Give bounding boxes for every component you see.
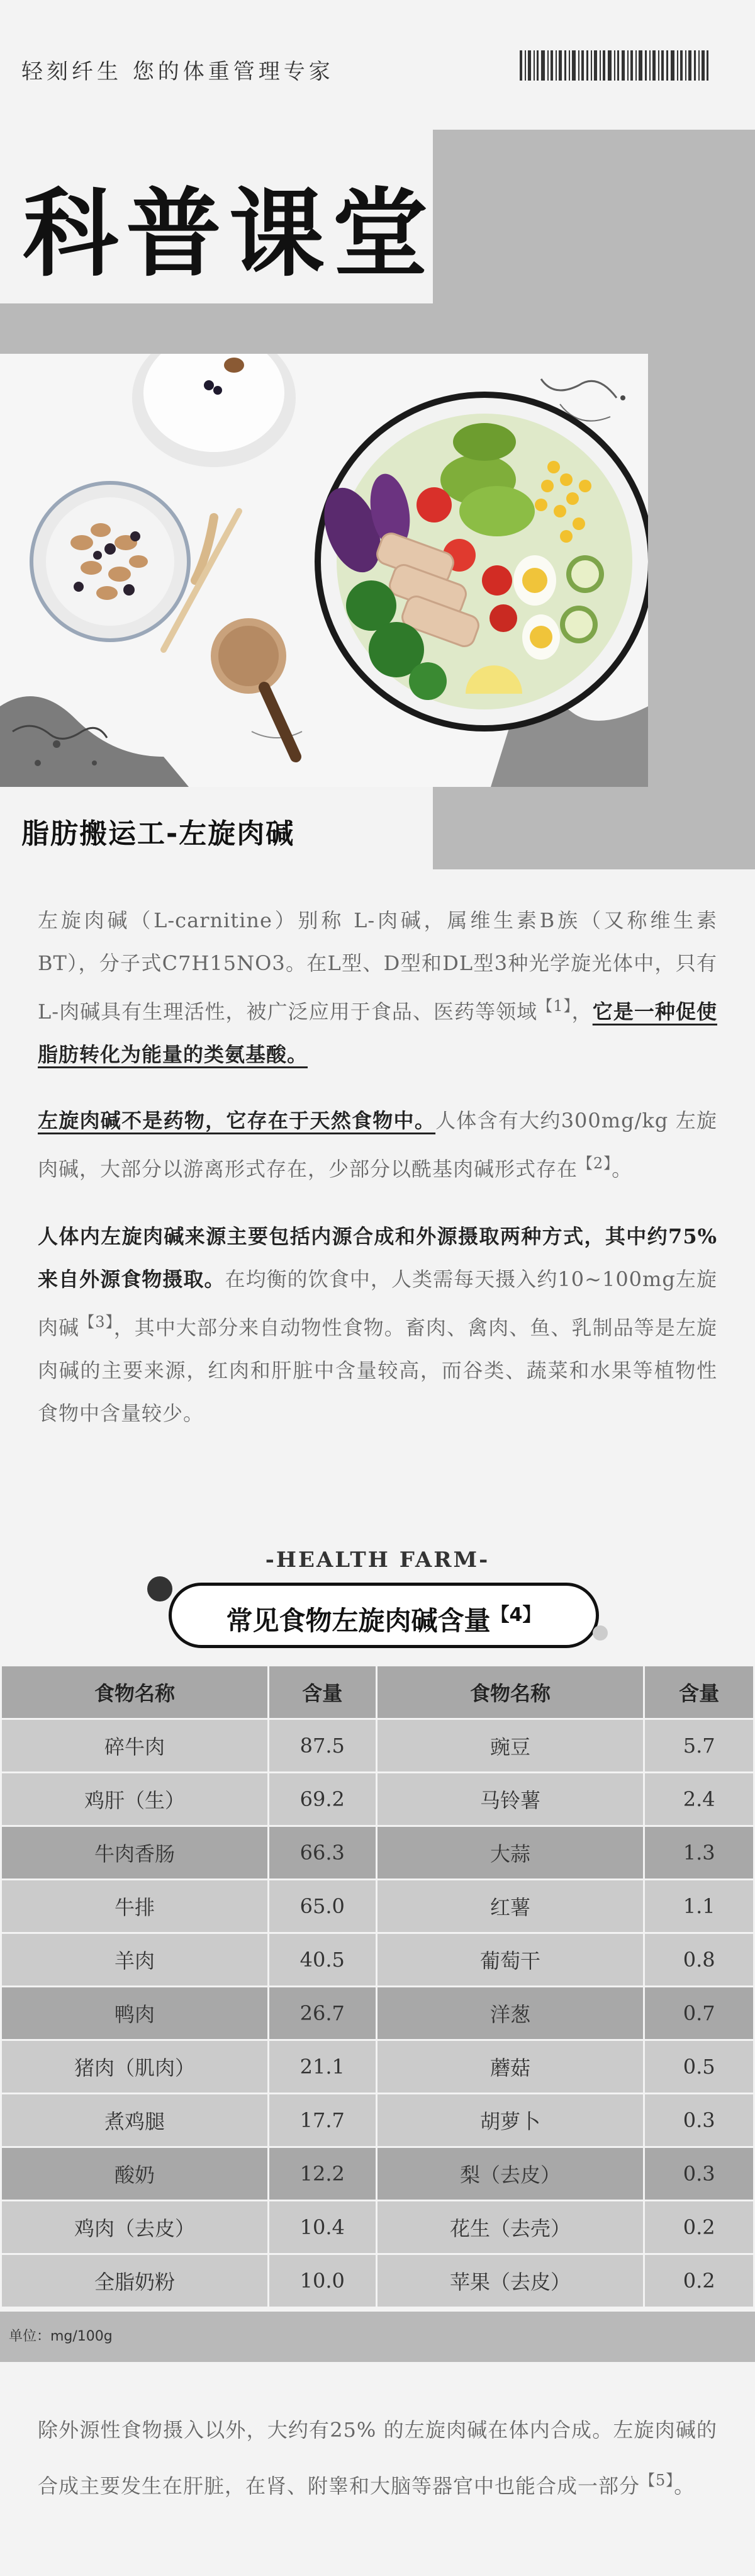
food-amount: 0.3 bbox=[644, 2147, 754, 2201]
paragraph-text: 在均衡的饮食中，人类需每天摄入约10~100mg左旋肉碱 bbox=[38, 1267, 717, 1340]
paragraph-source bbox=[38, 1099, 717, 1190]
column-header: 食物名称 bbox=[376, 1666, 644, 1719]
paragraph-text: 除外源性食物摄入以外，大约有25% 的左旋肉碱在体内合成。左旋肉碱的合成主要发生在肝脏，在肾、附睾和大脑等器官中也能合成一部分 bbox=[38, 2418, 717, 2498]
food-amount: 5.7 bbox=[644, 1719, 754, 1773]
emphasis-text: 左旋肉碱不是药物，它存在于天然食物中。 bbox=[38, 1109, 436, 1133]
food-name: 豌豆 bbox=[376, 1719, 644, 1773]
table-title-text: 常见食物左旋肉碱含量 bbox=[226, 1605, 491, 1636]
health-farm-label: -HEALTH FARM- bbox=[265, 1547, 490, 1573]
food-amount: 26.7 bbox=[268, 1987, 376, 2040]
food-name: 大蒜 bbox=[376, 1826, 644, 1880]
column-header: 含量 bbox=[268, 1666, 376, 1719]
salad-illustration bbox=[0, 354, 648, 787]
emphasis-text: 它是一种促使脂肪转化为能量的类氨基酸。 bbox=[38, 1000, 717, 1066]
table-row bbox=[1, 2201, 754, 2254]
table-row bbox=[1, 2147, 754, 2201]
table-row bbox=[1, 2040, 754, 2094]
food-name: 苹果（去皮） bbox=[376, 2254, 644, 2308]
food-amount: 0.7 bbox=[644, 1987, 754, 2040]
citation-ref: 【3】 bbox=[79, 1313, 114, 1331]
column-header: 含量 bbox=[644, 1666, 754, 1719]
salad-photo bbox=[0, 354, 648, 787]
food-amount: 21.1 bbox=[268, 2040, 376, 2094]
food-name: 碎牛肉 bbox=[1, 1719, 269, 1773]
food-amount: 1.1 bbox=[644, 1880, 754, 1933]
citation-ref: 【2】 bbox=[578, 1155, 612, 1172]
food-amount: 65.0 bbox=[268, 1880, 376, 1933]
paragraph-intake bbox=[38, 1215, 717, 1435]
food-amount: 0.8 bbox=[644, 1933, 754, 1987]
paragraph-text: ， bbox=[571, 1000, 593, 1024]
table-header-row bbox=[1, 1666, 754, 1719]
citation-ref: 【4】 bbox=[490, 1604, 542, 1626]
food-amount: 0.2 bbox=[644, 2254, 754, 2308]
carnitine-table bbox=[0, 1664, 755, 2308]
food-amount: 2.4 bbox=[644, 1773, 754, 1826]
column-header: 食物名称 bbox=[1, 1666, 269, 1719]
food-name: 酸奶 bbox=[1, 2147, 269, 2201]
food-amount: 40.5 bbox=[268, 1933, 376, 1987]
emphasis-text: 人体内左旋肉碱来源主要包括内源合成和外源摄取两种方式，其中约75%来自外源食物摄取。 bbox=[38, 1224, 717, 1291]
food-name: 牛肉香肠 bbox=[1, 1826, 269, 1880]
table-row bbox=[1, 2254, 754, 2308]
header bbox=[0, 0, 755, 138]
page-title: 科普课堂 bbox=[23, 178, 435, 290]
food-amount: 66.3 bbox=[268, 1826, 376, 1880]
table-row bbox=[1, 1880, 754, 1933]
table-row bbox=[1, 1719, 754, 1773]
paragraph-text: 人体含有大约300mg/kg 左旋肉碱，大部分以游离形式存在，少部分以酰基肉碱形式存在 bbox=[38, 1109, 717, 1181]
section-subheading: 脂肪搬运工-左旋肉碱 bbox=[21, 818, 295, 850]
decor-gray-strip bbox=[0, 303, 546, 354]
food-name: 马铃薯 bbox=[376, 1773, 644, 1826]
barcode-icon bbox=[520, 50, 708, 81]
table-row bbox=[1, 1987, 754, 2040]
citation-ref: 【1】 bbox=[537, 997, 572, 1015]
paragraph-text: ，其中大部分来自动物性食物。畜肉、禽肉、鱼、乳制品等是左旋肉碱的主要来源，红肉和肝脏中含量较高，而谷类、蔬菜和水果等植物性食物中含量较少。 bbox=[38, 1316, 717, 1425]
table-row bbox=[1, 2094, 754, 2147]
food-name: 鸭肉 bbox=[1, 1987, 269, 2040]
food-name: 煮鸡腿 bbox=[1, 2094, 269, 2147]
table-row bbox=[1, 1933, 754, 1987]
decor-dot bbox=[147, 1576, 172, 1602]
food-name: 花生（去壳） bbox=[376, 2201, 644, 2254]
paragraph-intro bbox=[38, 899, 717, 1076]
food-amount: 10.4 bbox=[268, 2201, 376, 2254]
food-amount: 87.5 bbox=[268, 1719, 376, 1773]
paragraph-text: 。 bbox=[612, 1157, 633, 1181]
paragraph-text: 。 bbox=[674, 2474, 695, 2498]
food-amount: 17.7 bbox=[268, 2094, 376, 2147]
food-amount: 0.5 bbox=[644, 2040, 754, 2094]
food-name: 牛排 bbox=[1, 1880, 269, 1933]
food-name: 羊肉 bbox=[1, 1933, 269, 1987]
food-amount: 69.2 bbox=[268, 1773, 376, 1826]
food-name: 红薯 bbox=[376, 1880, 644, 1933]
food-amount: 10.0 bbox=[268, 2254, 376, 2308]
brand-tagline: 轻刻纤生 您的体重管理专家 bbox=[21, 59, 334, 84]
citation-ref: 【5】 bbox=[640, 2471, 674, 2489]
decor-dot bbox=[593, 1625, 608, 1641]
table-title bbox=[169, 1583, 599, 1648]
food-name: 猪肉（肌肉） bbox=[1, 2040, 269, 2094]
food-name: 葡萄干 bbox=[376, 1933, 644, 1987]
food-name: 鸡肉（去皮） bbox=[1, 2201, 269, 2254]
food-amount: 12.2 bbox=[268, 2147, 376, 2201]
food-name: 梨（去皮） bbox=[376, 2147, 644, 2201]
food-name: 全脂奶粉 bbox=[1, 2254, 269, 2308]
food-amount: 1.3 bbox=[644, 1826, 754, 1880]
paragraph-synthesis bbox=[38, 2405, 717, 2511]
table-unit-note: 单位：mg/100g bbox=[0, 2312, 755, 2362]
food-name: 蘑菇 bbox=[376, 2040, 644, 2094]
table-row bbox=[1, 1773, 754, 1826]
paragraph-text: 左旋肉碱（L-carnitine）别称 L-肉碱，属维生素B族（又称维生素BT），分子式C7H15NO3。在L型、D型和DL型3种光学旋光体中，只有L-肉碱具有生理活性，被广泛应用于食品、医药等领域 bbox=[38, 908, 717, 1024]
food-name: 胡萝卜 bbox=[376, 2094, 644, 2147]
food-name: 洋葱 bbox=[376, 1987, 644, 2040]
food-amount: 0.2 bbox=[644, 2201, 754, 2254]
table-row bbox=[1, 1826, 754, 1880]
food-amount: 0.3 bbox=[644, 2094, 754, 2147]
food-name: 鸡肝（生） bbox=[1, 1773, 269, 1826]
